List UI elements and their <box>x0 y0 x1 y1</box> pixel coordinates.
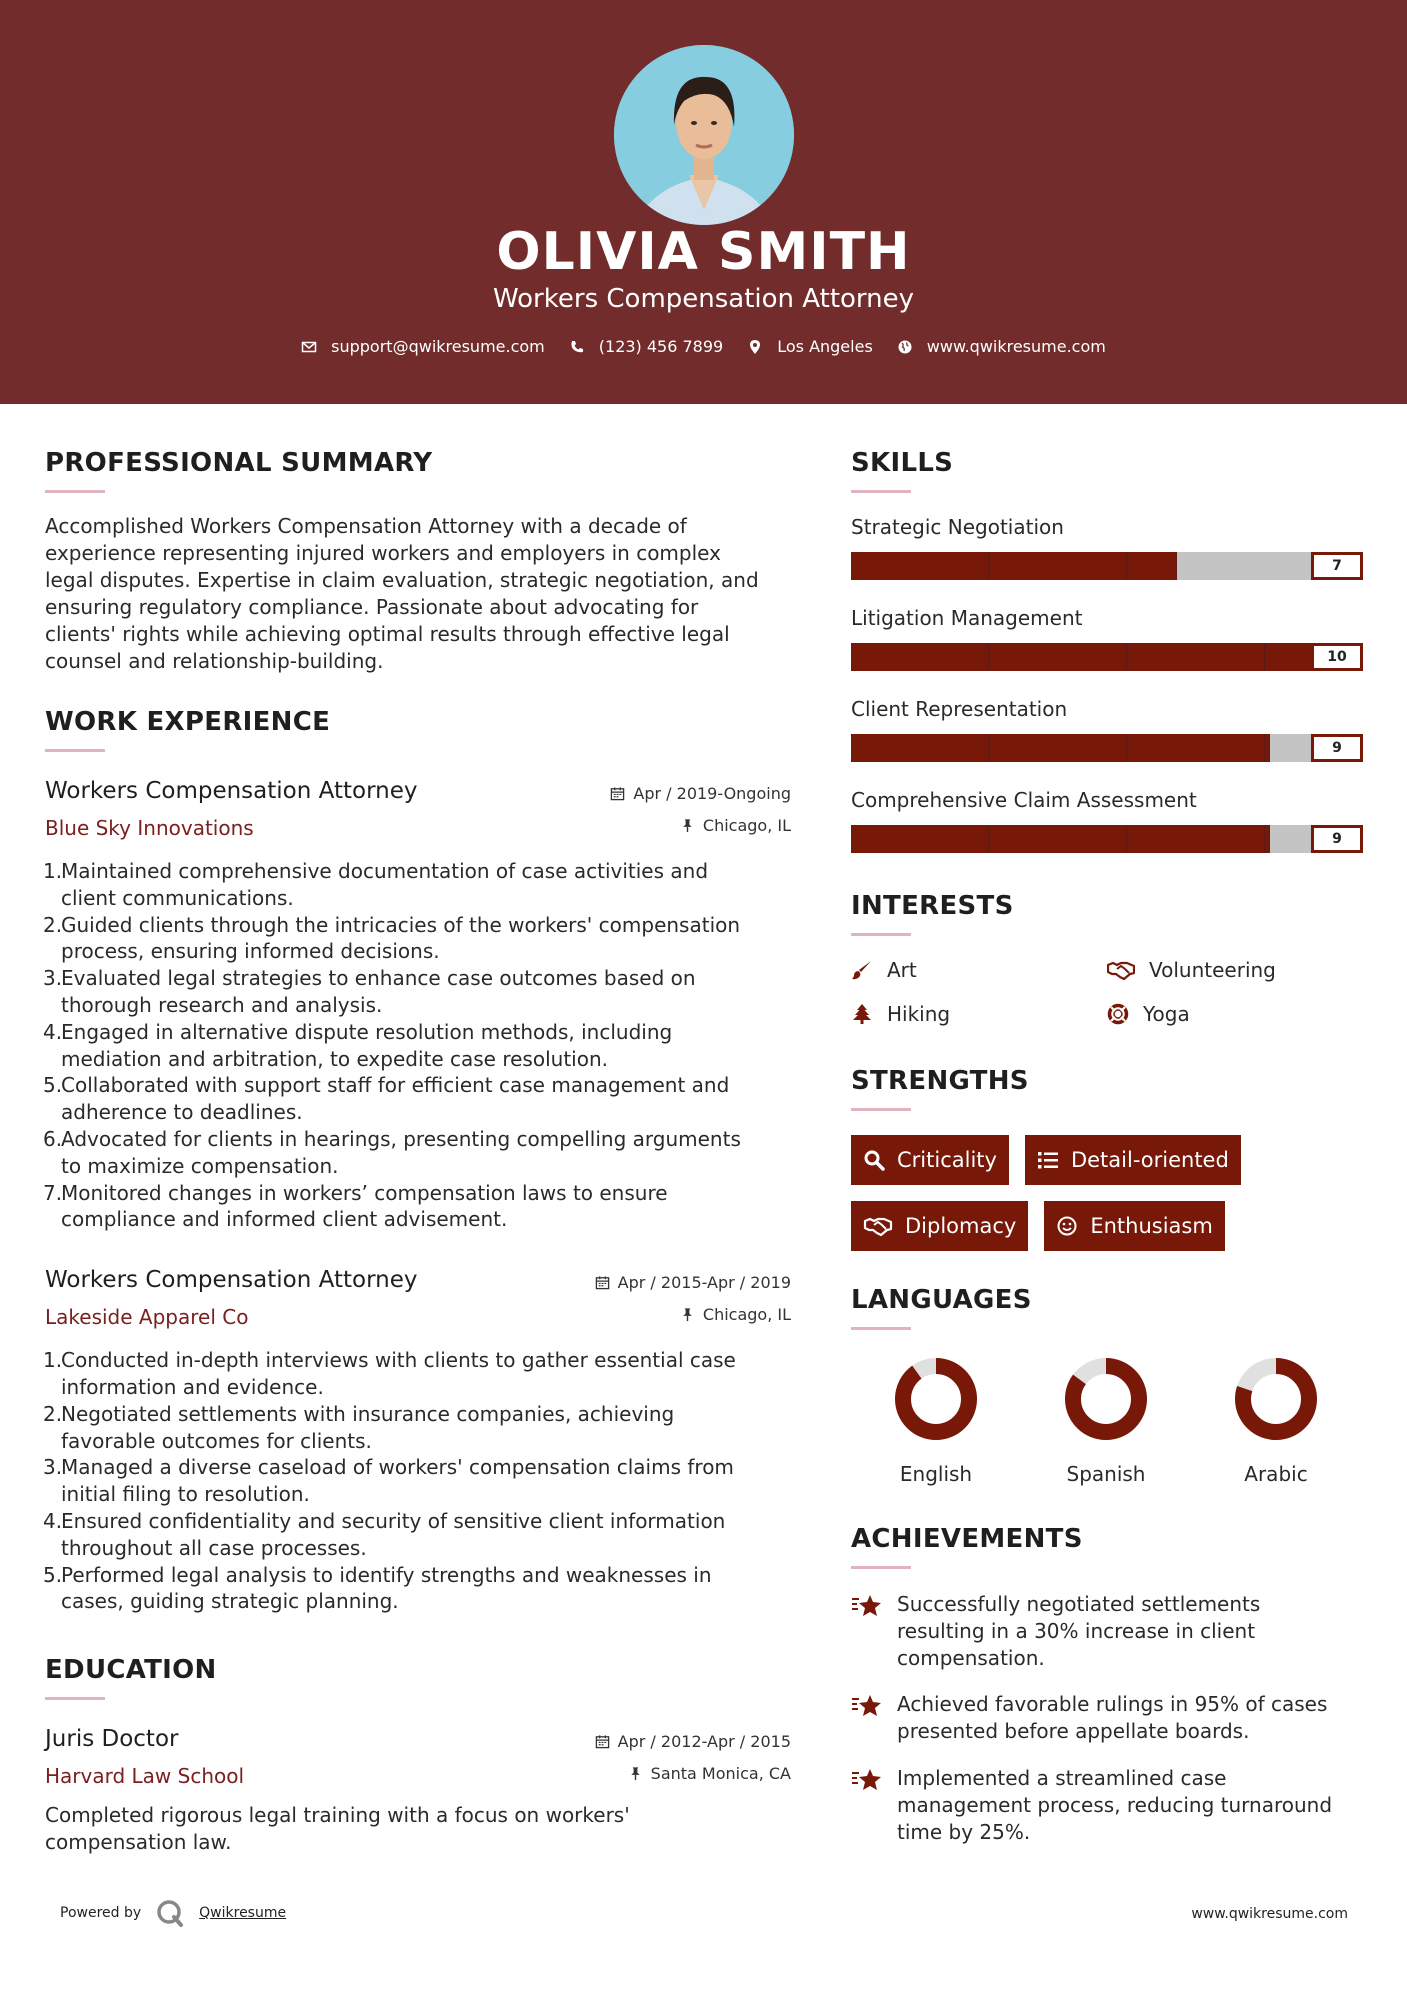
degree: Juris Doctor <box>45 1726 179 1753</box>
job-date <box>610 784 791 803</box>
candidate-title: Workers Compensation Attorney <box>492 284 915 314</box>
language-donut <box>1063 1356 1149 1442</box>
bullet-line: compliance and informed client advisement. <box>61 1207 508 1232</box>
education-location-text: Santa Monica, CA <box>650 1764 791 1784</box>
skill-segment <box>1127 825 1265 853</box>
achievement-item <box>851 1691 1363 1745</box>
bullet-line: client communications. <box>61 885 294 910</box>
pushpin-icon <box>680 1307 695 1322</box>
skills-heading: SKILLS <box>851 448 954 478</box>
skill-score: 7 <box>1311 552 1363 580</box>
skill-segment <box>989 825 1127 853</box>
bullet-line: cases, guiding strategic planning. <box>61 1589 399 1614</box>
skill-item <box>851 606 1363 671</box>
bullet-line: throughout all case processes. <box>61 1535 367 1560</box>
list-item <box>45 858 791 912</box>
language-item <box>1191 1356 1361 1486</box>
skill-track <box>851 643 1317 671</box>
bullet-number: 4. <box>43 1019 63 1044</box>
job-location <box>680 816 791 835</box>
summary-section <box>45 448 791 675</box>
language-item <box>1021 1356 1191 1486</box>
right-column <box>851 448 1363 1845</box>
bullet-text <box>61 1126 791 1180</box>
heading-rule <box>851 1108 911 1111</box>
interest-list <box>851 958 1363 1026</box>
skill-segment <box>989 643 1127 671</box>
skill-track <box>851 552 1317 580</box>
achievement-text <box>897 1691 1363 1745</box>
skill-name: Comprehensive Claim Assessment <box>851 788 1197 812</box>
job-list <box>45 778 791 1615</box>
skill-name: Litigation Management <box>851 606 1083 630</box>
contact-location <box>747 337 873 356</box>
handshake-icon <box>863 1215 893 1237</box>
education-description <box>45 1802 791 1856</box>
language-item <box>851 1356 1021 1486</box>
list-icon <box>1037 1149 1059 1171</box>
language-donut <box>1233 1356 1319 1442</box>
achievement-line: presented before appellate boards. <box>897 1719 1250 1744</box>
education-line: compensation law. <box>45 1830 232 1855</box>
paintbrush-icon <box>851 959 873 981</box>
skill-item <box>851 515 1363 580</box>
heading-rule <box>851 1327 911 1330</box>
job-location-text: Chicago, IL <box>702 816 791 835</box>
bullet-number: 7. <box>43 1180 63 1205</box>
avatar-portrait-icon <box>614 45 794 225</box>
calendar-icon <box>595 1734 610 1749</box>
interest-label: Hiking <box>887 1002 951 1026</box>
star-icon <box>851 1767 883 1793</box>
contact-location-text: Los Angeles <box>777 337 873 356</box>
skill-segment <box>851 734 989 762</box>
bullet-line: thorough research and analysis. <box>61 992 383 1017</box>
summary-line: ensuring regulatory compliance. Passionate about advocating for <box>45 595 699 619</box>
bullet-number: 1. <box>43 1348 63 1373</box>
achievement-text <box>897 1765 1363 1845</box>
bullet-text <box>61 1508 791 1562</box>
achievements-heading: ACHIEVEMENTS <box>851 1524 1083 1554</box>
bullet-number: 5. <box>43 1073 63 1098</box>
achievement-line: compensation. <box>897 1645 1045 1670</box>
summary-text <box>45 513 791 675</box>
globe-icon <box>897 339 913 355</box>
list-item <box>45 1072 791 1126</box>
skill-bar <box>851 734 1363 762</box>
job-entry <box>45 1267 791 1615</box>
achievement-line: Achieved favorable rulings in 95% of cases <box>897 1692 1328 1717</box>
bullet-line: Guided clients through the intricacies of the workers' compensation <box>61 912 741 937</box>
skill-segment <box>1127 552 1177 580</box>
job-bullets <box>45 1347 791 1615</box>
job-entry <box>45 778 791 1233</box>
bullet-line: adherence to deadlines. <box>61 1100 303 1125</box>
skill-segment <box>1265 643 1317 671</box>
pushpin-icon <box>628 1766 643 1781</box>
job-date-text: Apr / 2015-Apr / 2019 <box>617 1273 791 1293</box>
skill-segment <box>851 552 989 580</box>
bullet-number: 5. <box>43 1562 63 1587</box>
heading-rule <box>45 1697 105 1700</box>
job-date-text: Apr / 2019-Ongoing <box>633 784 791 803</box>
heading-rule <box>851 933 911 936</box>
bullet-line: Ensured confidentiality and security of sensitive client information <box>61 1508 726 1533</box>
calendar-icon <box>595 1275 610 1290</box>
map-pin-icon <box>747 339 763 355</box>
bullet-text <box>61 1562 791 1616</box>
job-location <box>680 1305 791 1324</box>
interest-label: Volunteering <box>1149 958 1276 982</box>
contact-bar <box>0 337 1407 356</box>
education-line: Completed rigorous legal training with a focus on workers' <box>45 1803 630 1828</box>
education-section <box>45 1655 791 1856</box>
language-name: Arabic <box>1244 1462 1308 1486</box>
achievement-line: Successfully negotiated settlements <box>897 1592 1261 1616</box>
achievement-line: Implemented a streamlined case <box>897 1765 1227 1790</box>
avatar <box>614 45 794 225</box>
job-title: Workers Compensation Attorney <box>45 1267 418 1294</box>
star-icon <box>851 1693 883 1719</box>
interest-item <box>851 958 1107 982</box>
interest-label: Yoga <box>1143 1002 1190 1026</box>
bullet-line: Engaged in alternative dispute resolution methods, including <box>61 1019 673 1044</box>
bullet-line: information and evidence. <box>61 1374 324 1399</box>
bullet-text <box>61 1347 791 1401</box>
interest-item <box>1107 1002 1363 1026</box>
list-item <box>45 1019 791 1073</box>
bullet-line: Collaborated with support staff for efficient case management and <box>61 1073 730 1098</box>
qwikresume-logo-icon <box>155 1898 185 1928</box>
language-name: English <box>899 1462 973 1486</box>
strength-badge <box>851 1201 1028 1251</box>
language-list <box>851 1356 1363 1486</box>
search-icon <box>863 1149 885 1171</box>
star-icon <box>851 1593 883 1619</box>
job-location-text: Chicago, IL <box>702 1305 791 1325</box>
achievement-item <box>851 1765 1363 1845</box>
job-title: Workers Compensation Attorney <box>45 778 418 804</box>
skill-bar <box>851 552 1363 580</box>
footer-powered-by <box>60 1898 286 1928</box>
strength-label: Criticality <box>897 1148 997 1172</box>
skill-bar <box>851 825 1363 853</box>
bullet-line: process, ensuring informed decisions. <box>61 939 440 964</box>
skill-list <box>851 515 1363 853</box>
bullet-line: initial filing to resolution. <box>61 1482 310 1507</box>
bullet-number: 4. <box>43 1508 63 1533</box>
summary-line: experience representing injured workers and employers in complex <box>45 541 721 565</box>
bullet-number: 2. <box>43 912 63 937</box>
strength-badge <box>851 1135 1009 1185</box>
strength-label: Detail-oriented <box>1070 1148 1229 1172</box>
interests-heading: INTERESTS <box>851 891 1014 921</box>
bullet-text <box>61 1019 791 1073</box>
bullet-line: favorable outcomes for clients. <box>61 1428 372 1453</box>
skill-score: 9 <box>1311 734 1363 762</box>
strengths-heading: STRENGTHS <box>851 1066 1029 1096</box>
heading-rule <box>851 1566 911 1569</box>
language-donut <box>893 1356 979 1442</box>
bullet-number: 3. <box>43 1455 63 1480</box>
bullet-text <box>61 1454 791 1508</box>
contact-phone-text: (123) 456 7899 <box>598 337 724 356</box>
list-item <box>45 1180 791 1234</box>
phone-icon <box>569 339 585 355</box>
list-item <box>45 912 791 966</box>
skills-section <box>851 448 1363 853</box>
strength-label: Diplomacy <box>905 1214 1017 1238</box>
skill-name: Client Representation <box>851 697 1068 721</box>
envelope-icon <box>301 339 317 355</box>
heading-rule <box>45 490 105 493</box>
skill-segment <box>989 734 1127 762</box>
job-bullets <box>45 858 791 1233</box>
education-entry <box>45 1726 791 1856</box>
bullet-line: Managed a diverse caseload of workers' compensation claims from <box>61 1455 734 1480</box>
interest-item <box>851 1002 1107 1026</box>
bullet-line: Evaluated legal strategies to enhance case outcomes based on <box>61 966 696 991</box>
smile-icon <box>1056 1215 1078 1237</box>
language-name: Spanish <box>1066 1462 1146 1486</box>
left-column <box>45 448 791 1856</box>
education-date <box>595 1732 791 1751</box>
skill-track <box>851 734 1317 762</box>
bullet-number: 2. <box>43 1401 63 1426</box>
languages-heading: LANGUAGES <box>851 1285 1032 1315</box>
summary-line: legal disputes. Expertise in claim evaluation, strategic negotiation, and <box>45 568 759 592</box>
heading-rule <box>45 749 105 752</box>
bullet-line: Advocated for clients in hearings, presenting compelling arguments <box>61 1126 741 1151</box>
bullet-text <box>61 965 791 1019</box>
bullet-number: 1. <box>43 859 63 883</box>
handshake-icon <box>1107 959 1135 981</box>
strength-badge <box>1025 1135 1241 1185</box>
strengths-section <box>851 1066 1363 1251</box>
footer-website[interactable]: www.qwikresume.com <box>1191 1906 1348 1922</box>
contact-phone[interactable] <box>569 337 723 356</box>
list-item <box>45 1454 791 1508</box>
bullet-line: Maintained comprehensive documentation of case activities and <box>61 859 709 883</box>
bullet-text <box>61 1401 791 1455</box>
list-item <box>45 1562 791 1616</box>
bullet-text <box>61 912 791 966</box>
skill-name: Strategic Negotiation <box>851 515 1064 539</box>
experience-heading: WORK EXPERIENCE <box>45 707 331 737</box>
achievement-text <box>897 1591 1363 1671</box>
bullet-text <box>61 858 791 912</box>
skill-segment <box>1265 734 1270 762</box>
skill-segment <box>851 825 989 853</box>
strength-badge <box>1044 1201 1224 1251</box>
skill-score: 9 <box>1311 825 1363 853</box>
bullet-number: 6. <box>43 1126 63 1151</box>
skill-segment <box>1127 643 1265 671</box>
education-location <box>628 1764 791 1783</box>
bullet-line: Performed legal analysis to identify strengths and weaknesses in <box>61 1562 712 1587</box>
achievement-line: time by 25%. <box>897 1819 1031 1844</box>
languages-section <box>851 1285 1363 1486</box>
education-date-text: Apr / 2012-Apr / 2015 <box>617 1732 791 1752</box>
achievements-section <box>851 1524 1363 1845</box>
list-item <box>45 1401 791 1455</box>
education-heading: EDUCATION <box>45 1655 217 1686</box>
heading-rule <box>851 490 911 493</box>
job-company: Lakeside Apparel Co <box>45 1305 249 1330</box>
bullet-line: to maximize compensation. <box>61 1153 339 1178</box>
summary-line: Accomplished Workers Compensation Attorney with a decade of <box>45 514 687 538</box>
job-company: Blue Sky Innovations <box>45 816 254 840</box>
bullet-number: 3. <box>43 966 63 991</box>
contact-website[interactable] <box>897 337 1106 356</box>
bullet-line: Monitored changes in workers’ compensation laws to ensure <box>61 1180 668 1205</box>
summary-heading: PROFESSIONAL SUMMARY <box>45 448 433 478</box>
interests-section <box>851 891 1363 1026</box>
summary-line: clients' rights while achieving optimal results through effective legal <box>45 622 730 646</box>
bullet-text <box>61 1180 791 1234</box>
summary-line: counsel and relationship-building. <box>45 649 384 673</box>
skill-segment <box>851 643 989 671</box>
achievement-item <box>851 1591 1363 1671</box>
interest-label: Art <box>887 958 917 982</box>
candidate-name: OLIVIA SMITH <box>496 222 911 282</box>
resume-header <box>0 0 1407 404</box>
school: Harvard Law School <box>45 1764 245 1789</box>
contact-email-text: support@qwikresume.com <box>331 337 545 356</box>
skill-segment <box>1127 734 1265 762</box>
skill-score: 10 <box>1311 643 1363 671</box>
achievement-list <box>851 1591 1363 1845</box>
skill-track <box>851 825 1317 853</box>
lifering-icon <box>1107 1003 1129 1025</box>
contact-email[interactable] <box>301 337 545 356</box>
interest-item <box>1107 958 1363 982</box>
pushpin-icon <box>680 818 695 833</box>
achievement-line: resulting in a 30% increase in client <box>897 1618 1256 1643</box>
experience-section <box>45 707 791 1615</box>
skill-item <box>851 697 1363 762</box>
qwikresume-link[interactable]: Qwikresume <box>199 1905 287 1921</box>
bullet-line: Conducted in-depth interviews with clients to gather essential case <box>61 1348 736 1373</box>
skill-segment <box>1265 825 1270 853</box>
powered-by-text: Powered by <box>60 1905 142 1921</box>
list-item <box>45 1126 791 1180</box>
contact-website-text: www.qwikresume.com <box>926 337 1106 356</box>
list-item <box>45 1508 791 1562</box>
calendar-icon <box>610 786 625 801</box>
bullet-line: Negotiated settlements with insurance companies, achieving <box>61 1401 675 1426</box>
bullet-text <box>61 1072 791 1126</box>
tree-icon <box>851 1003 873 1025</box>
list-item <box>45 1347 791 1401</box>
skill-bar <box>851 643 1363 671</box>
list-item <box>45 965 791 1019</box>
achievement-line: management process, reducing turnaround <box>897 1792 1333 1817</box>
skill-segment <box>989 552 1127 580</box>
strength-list <box>851 1135 1363 1251</box>
bullet-line: mediation and arbitration, to expedite case resolution. <box>61 1046 608 1071</box>
skill-item <box>851 788 1363 853</box>
strength-label: Enthusiasm <box>1090 1214 1213 1238</box>
job-date <box>595 1273 791 1292</box>
